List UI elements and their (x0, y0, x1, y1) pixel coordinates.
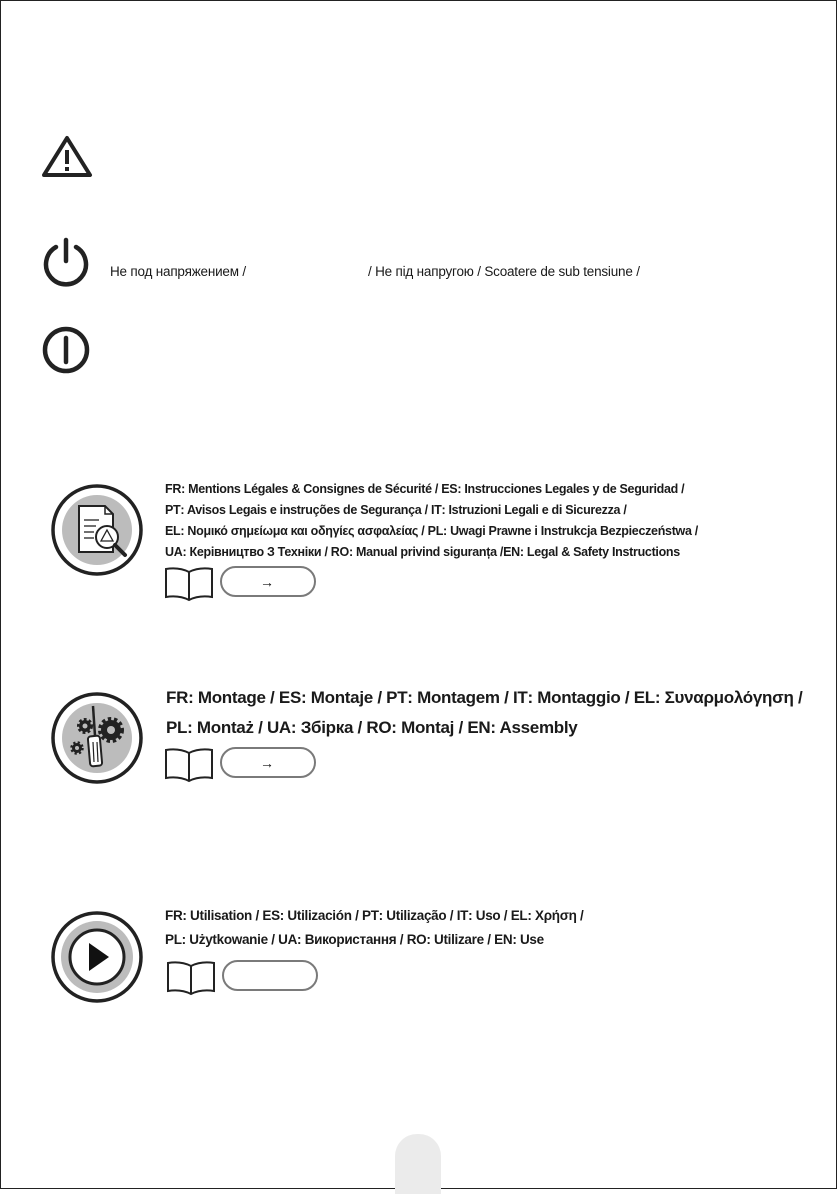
play-icon (49, 909, 145, 1005)
text-line: PL: Montaż / UA: Збірка / RO: Montaj / EN: Assembly (166, 718, 578, 737)
use-title (165, 904, 584, 952)
book-icon (165, 960, 217, 996)
text-line: PT: Avisos Legais e instruções de Segurança / IT: Istruzioni Legali e di Sicurezza / (165, 503, 627, 517)
text-line: FR: Mentions Légales & Consignes de Sécurité / ES: Instrucciones Legales y de Seguridad / (165, 482, 685, 496)
assembly-title (166, 683, 802, 743)
text-line: PL: Użytkowanie / UA: Використання / RO: Utilizare / EN: Use (165, 932, 544, 947)
document-magnifier-icon (49, 482, 145, 578)
text-line: UA: Керівництво З Техніки / RO: Manual privind siguranța /EN: Legal & Safety Instructions (165, 545, 680, 559)
gears-screwdriver-icon (49, 690, 145, 786)
text-line: EL: Νομικό σημείωμα και οδηγίες ασφαλείας / PL: Uwagi Prawne i Instrukcja Bezpieczeństwa / (165, 524, 698, 538)
page-number-tab (395, 1134, 441, 1194)
text-line: FR: Montage / ES: Montaje / PT: Montagem / IT: Montaggio / EL: Συναρμολόγηση / (166, 688, 803, 707)
text-line: FR: Utilisation / ES: Utilización / PT: Utilização / IT: Uso / EL: Χρήση / (165, 908, 584, 923)
page-reference-pill (222, 960, 318, 991)
power-icon (40, 236, 92, 288)
power-off-label: Не под напряжением / (110, 264, 246, 279)
legal-safety-title (165, 479, 698, 563)
page-reference-pill (220, 747, 316, 778)
warning-icon (40, 133, 94, 179)
arrow-right-icon: → (260, 755, 274, 771)
page-reference-pill (220, 566, 316, 597)
book-icon (163, 747, 215, 783)
power-off-label-2: / Не під напругою / Scoatere de sub tensiune / (368, 264, 640, 279)
power-symbol-icon (40, 324, 92, 376)
book-icon (163, 566, 215, 602)
arrow-right-icon: → (260, 574, 274, 590)
